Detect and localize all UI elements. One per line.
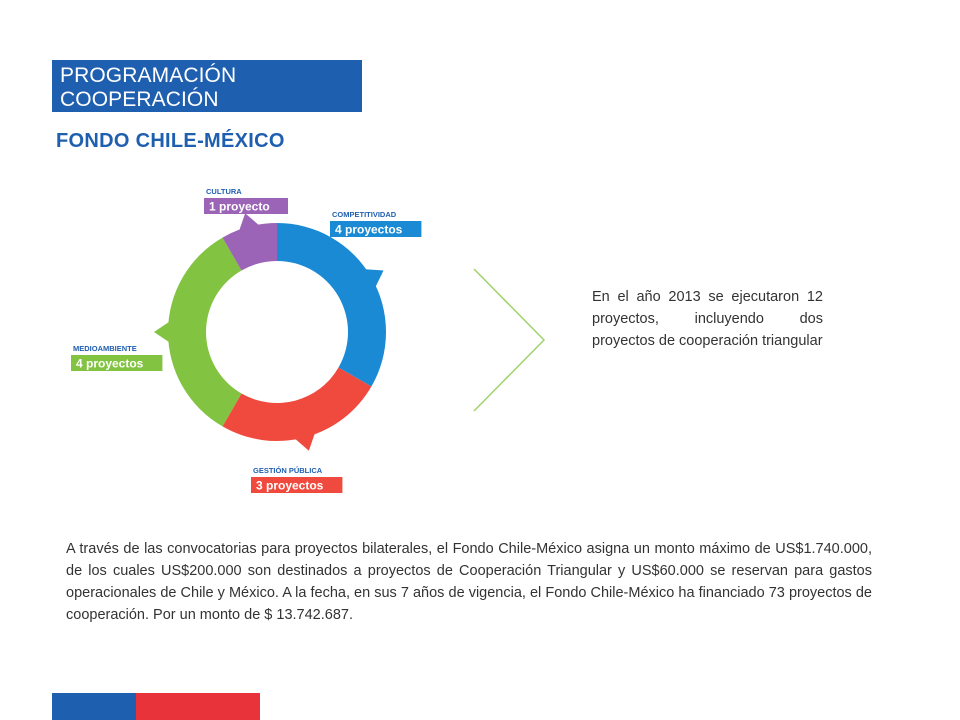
chevron-arrow-icon <box>470 265 550 415</box>
footer-bar-red <box>136 693 260 720</box>
title-line-2-a: SUR-SUR <box>60 112 156 135</box>
label-category-competitividad: COMPETITIVIDAD <box>332 210 397 219</box>
label-category-medioambiente: MEDIOAMBIENTE <box>73 344 137 353</box>
slice-competitividad <box>277 223 386 387</box>
label-value-medioambiente: 4 proyectos <box>76 356 144 371</box>
title-line-1: PROGRAMACIÓN COOPERACIÓN <box>60 64 237 111</box>
footer-bar-blue <box>52 693 136 720</box>
title-banner <box>52 60 362 135</box>
summary-text: En el año 2013 se ejecutaron 12 proyectos, incluyendo dos proyectos de cooperación triangular <box>592 289 823 349</box>
label-category-cultura: CULTURA <box>206 187 242 196</box>
label-category-gestion-publica: GESTIÓN PÚBLICA <box>253 466 323 475</box>
description-paragraph: A través de las convocatorias para proyectos bilaterales, el Fondo Chile-México asigna un monto máximo de US$1.740.000, de los cuales US$200.000 son destinados a proyectos de Cooperación Triangular y US$60.000 se reservan para gastos operacionales de Chile y México. A la fecha, en sus 7 años de vigencia, el Fondo Chile-México ha financiado 73 proyectos de cooperación. Por un monto de $ 13.742.687. <box>66 541 872 623</box>
label-value-competitividad: 4 proyectos <box>335 222 403 237</box>
page-subtitle: FONDO CHILE-MÉXICO <box>56 130 285 152</box>
label-value-gestion-publica: 3 proyectos <box>256 478 324 493</box>
pointer-medioambiente <box>154 321 171 343</box>
donut-chart <box>60 180 480 510</box>
slice-medioambiente <box>168 238 242 427</box>
label-value-cultura: 1 proyecto <box>209 199 270 214</box>
slice-gestion-publica <box>223 368 372 441</box>
title-line-2-b: (SUBTITULO 24) <box>161 112 325 135</box>
